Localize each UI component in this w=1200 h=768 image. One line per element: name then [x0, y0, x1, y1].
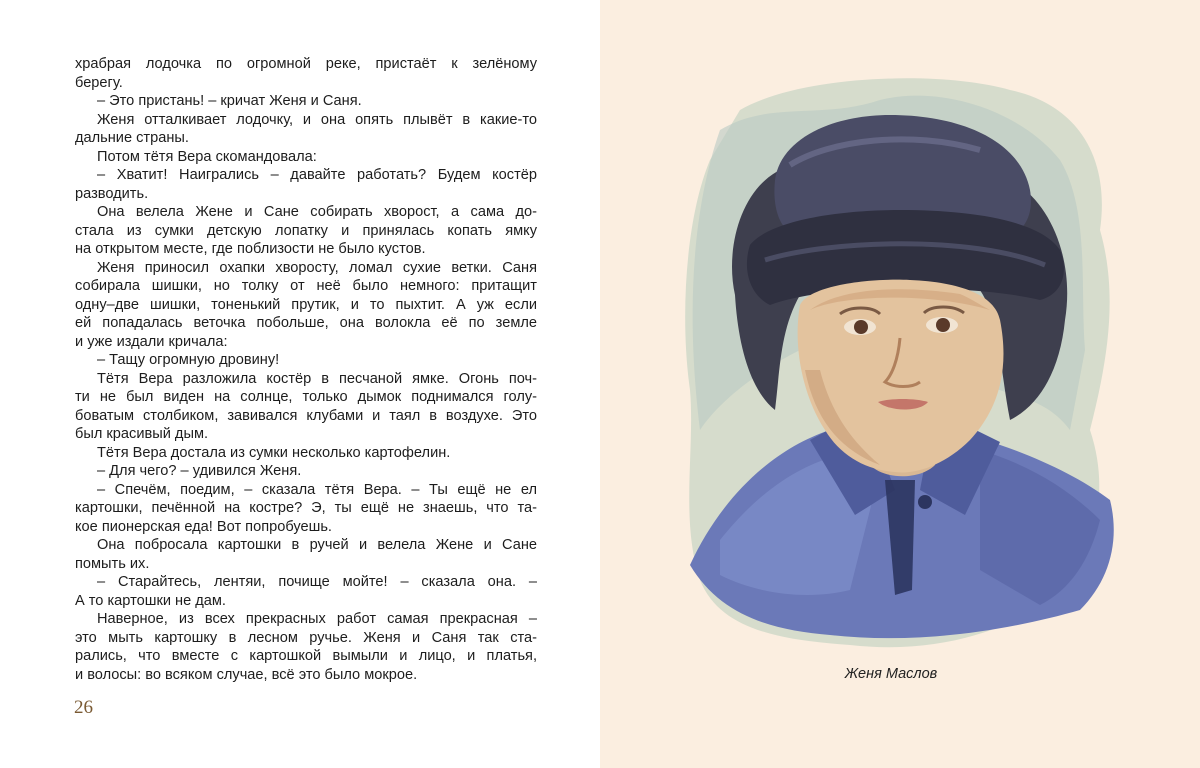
text-line: ти не был виден на солнце, только дымок поднимался голу- [75, 389, 537, 405]
text-line: храбрая лодочка по огромной реке, пристаёт к зелёному [75, 56, 537, 72]
text-line: это мыть картошку в лесном ручье. Женя и Саня так ста- [75, 629, 537, 646]
text-line: рались, что вместе с картошкой вымыли и лицо, и платья, [75, 648, 537, 664]
text-line: кое пионерская еда! Вот попробуешь. [75, 518, 332, 535]
text-line: – Хватит! Наигрались – давайте работать? Будем костёр [97, 167, 537, 183]
text-line: – Тащу огромную дровину! [97, 352, 280, 368]
text-line: – Для чего? – удивился Женя. [97, 463, 302, 479]
text-line: Она побросала картошки в ручей и велела Жене и Сане [97, 537, 537, 553]
text-line: берегу. [75, 74, 123, 91]
text-line: на открытом месте, где поблизости не было кустов. [75, 241, 426, 257]
text-line: А то картошки не дам. [75, 592, 226, 609]
text-line: – Спечём, поедим, – сказала тётя Вера. – Ты ещё не ел [97, 481, 537, 498]
text-line: боватым столбиком, завивался клубами и таял в воздухе. Это [75, 407, 537, 424]
text-line: одну–две шишки, тоненький прутик, и то пыхтит. А уж если [75, 296, 537, 313]
text-line: – Это пристань! – кричат Женя и Саня. [97, 93, 362, 109]
text-line: разводить. [75, 185, 149, 202]
text-line: Тётя Вера достала из сумки несколько картофелин. [97, 444, 451, 461]
text-line: – Старайтесь, лентяи, почище мойте! – сказала она. – [97, 574, 537, 590]
portrait-illustration [680, 70, 1120, 660]
text-line: Тётя Вера разложила костёр в песчаной ямке. Огонь поч- [97, 370, 537, 387]
text-line: и уже издали кричала: [75, 333, 228, 350]
text-line: Наверное, из всех прекрасных работ самая прекрасная – [97, 611, 537, 627]
text-line: Она велела Жене и Сане собирать хворост, а сама до- [97, 204, 537, 220]
text-line: картошки, печённой на костре? Э, ты ещё не знаешь, что та- [75, 500, 537, 516]
text-line: дальние страны. [75, 130, 189, 146]
text-line: ей попадалась веточка побольше, она волокла её по земле [75, 315, 537, 331]
story-text [75, 55, 537, 684]
text-line: и волосы: во всяком случае, всё это было мокрое. [75, 666, 418, 683]
text-line: помыть их. [75, 555, 150, 572]
text-line: Потом тётя Вера скомандовала: [97, 148, 317, 165]
illustration-caption [600, 666, 1190, 682]
text-line: стала из сумки детскую лопатку и принялась копать ямку [75, 222, 537, 239]
caption-text: Женя Маслов [844, 666, 938, 682]
text-line: Женя приносил охапки хворосту, ломал сухие ветки. Саня [97, 259, 537, 276]
text-line: был красивый дым. [75, 426, 209, 442]
text-line: собирала шишки, но толку от неё было немного: притащит [75, 278, 537, 294]
text-line: Женя отталкивает лодочку, и она опять плывёт в какие-то [97, 111, 537, 128]
page-number: 26 [74, 697, 93, 718]
